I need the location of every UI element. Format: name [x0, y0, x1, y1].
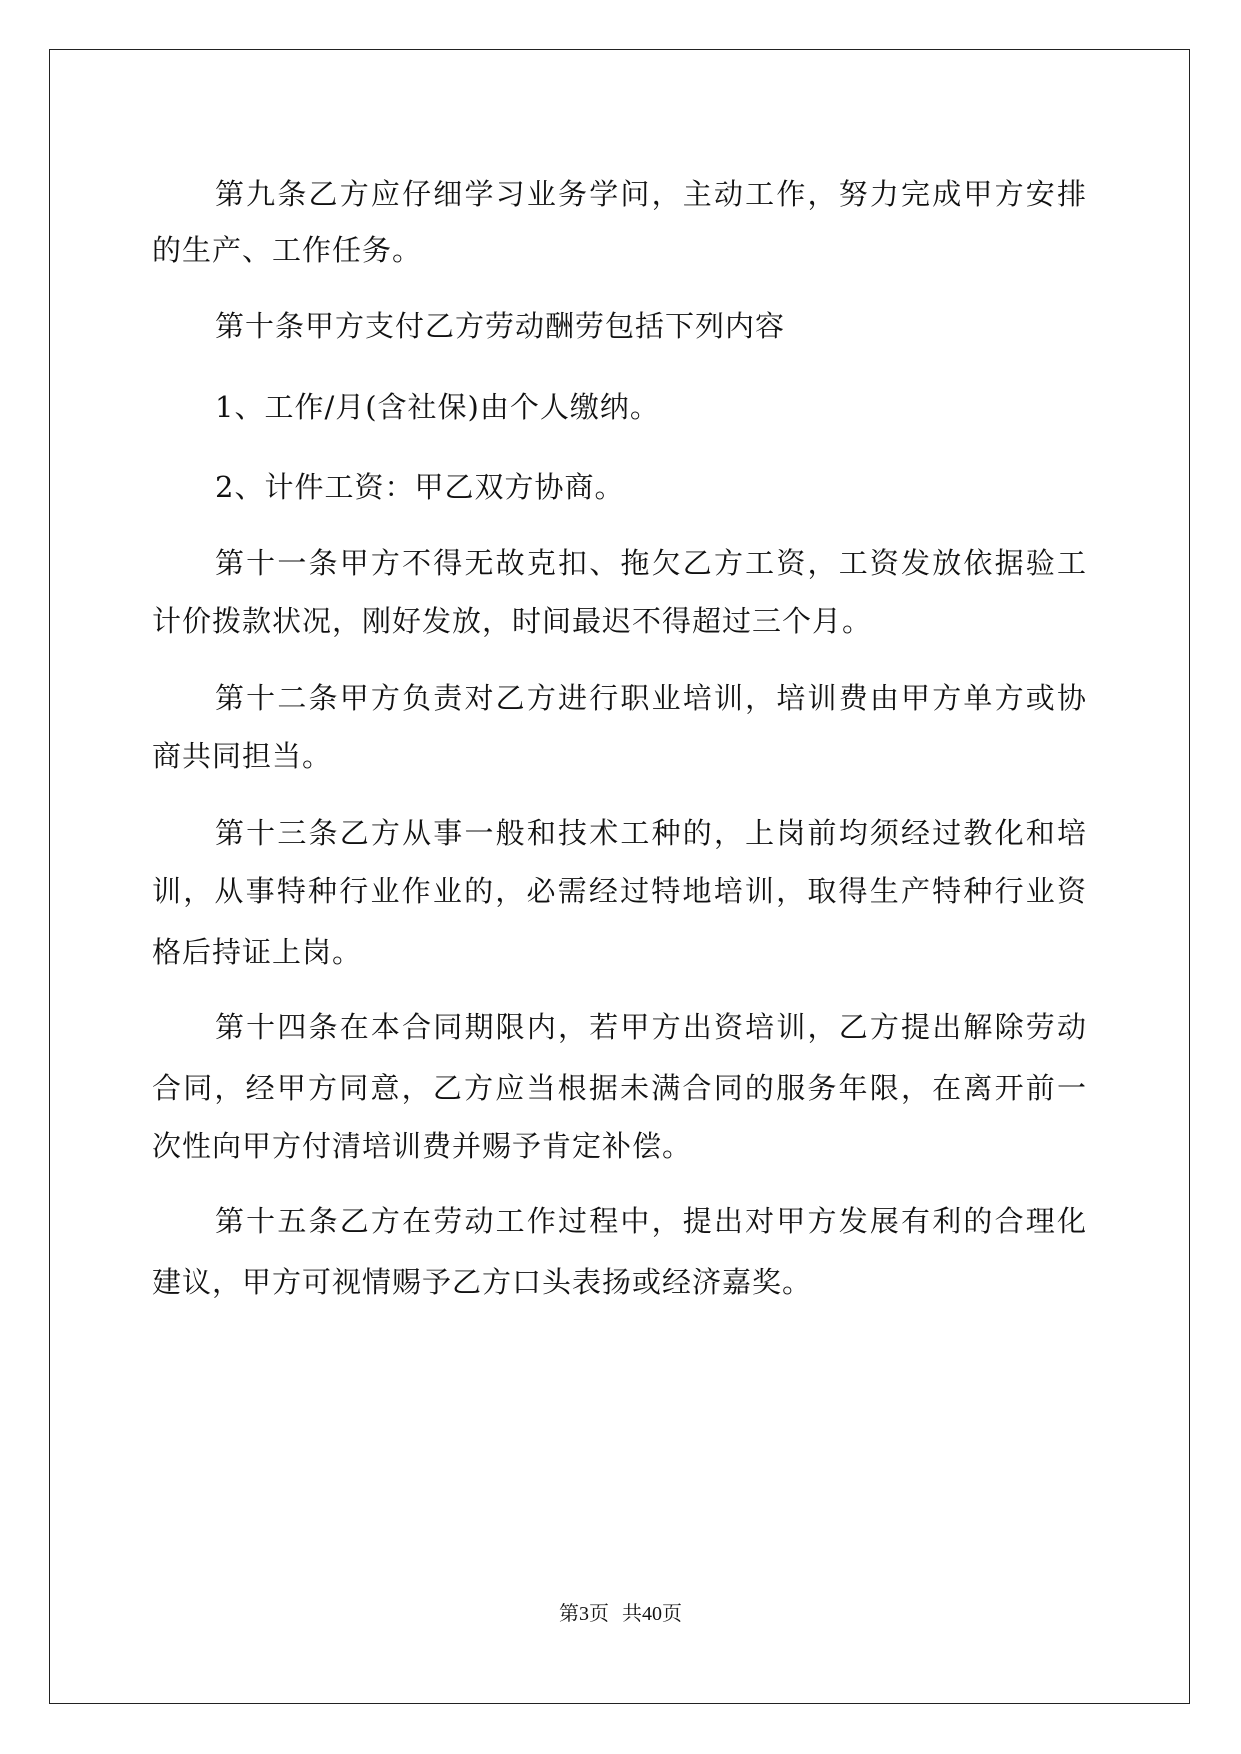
- text-line: 商共同担当。: [152, 739, 333, 773]
- text-line: 格后持证上岗。: [152, 935, 363, 969]
- page-number: 第3页: [559, 1603, 609, 1625]
- text-line: 训，从事特种行业作业的，必需经过特地培训，取得生产特种行业资: [152, 874, 1087, 908]
- text-line: 第十二条甲方负责对乙方进行职业培训，培训费由甲方单方或协: [215, 681, 1087, 715]
- text-line: 2、计件工资：甲乙双方协商。: [215, 470, 625, 504]
- text-line: 第十五条乙方在劳动工作过程中，提出对甲方发展有利的合理化: [215, 1204, 1087, 1238]
- text-line: 合同，经甲方同意，乙方应当根据未满合同的服务年限，在离开前一: [152, 1071, 1087, 1105]
- text-line: 的生产、工作任务。: [152, 233, 423, 267]
- text-line: 建议，甲方可视情赐予乙方口头表扬或经济嘉奖。: [152, 1265, 813, 1299]
- text-line: 第九条乙方应仔细学习业务学问，主动工作，努力完成甲方安排: [215, 177, 1087, 211]
- text-line: 第十三条乙方从事一般和技术工种的，上岗前均须经过教化和培: [215, 816, 1087, 850]
- text-line: 第十四条在本合同期限内，若甲方出资培训，乙方提出解除劳动: [215, 1010, 1087, 1044]
- page-total: 共40页: [622, 1603, 682, 1625]
- text-line: 1、工作/月(含社保)由个人缴纳。: [215, 390, 660, 424]
- text-line: 第十条甲方支付乙方劳动酬劳包括下列内容: [215, 309, 786, 343]
- page-footer: [0, 1597, 1241, 1626]
- text-line: 计价拨款状况，刚好发放，时间最迟不得超过三个月。: [152, 604, 873, 638]
- text-line: 第十一条甲方不得无故克扣、拖欠乙方工资，工资发放依据验工: [215, 546, 1087, 580]
- text-line: 次性向甲方付清培训费并赐予肯定补偿。: [152, 1129, 693, 1163]
